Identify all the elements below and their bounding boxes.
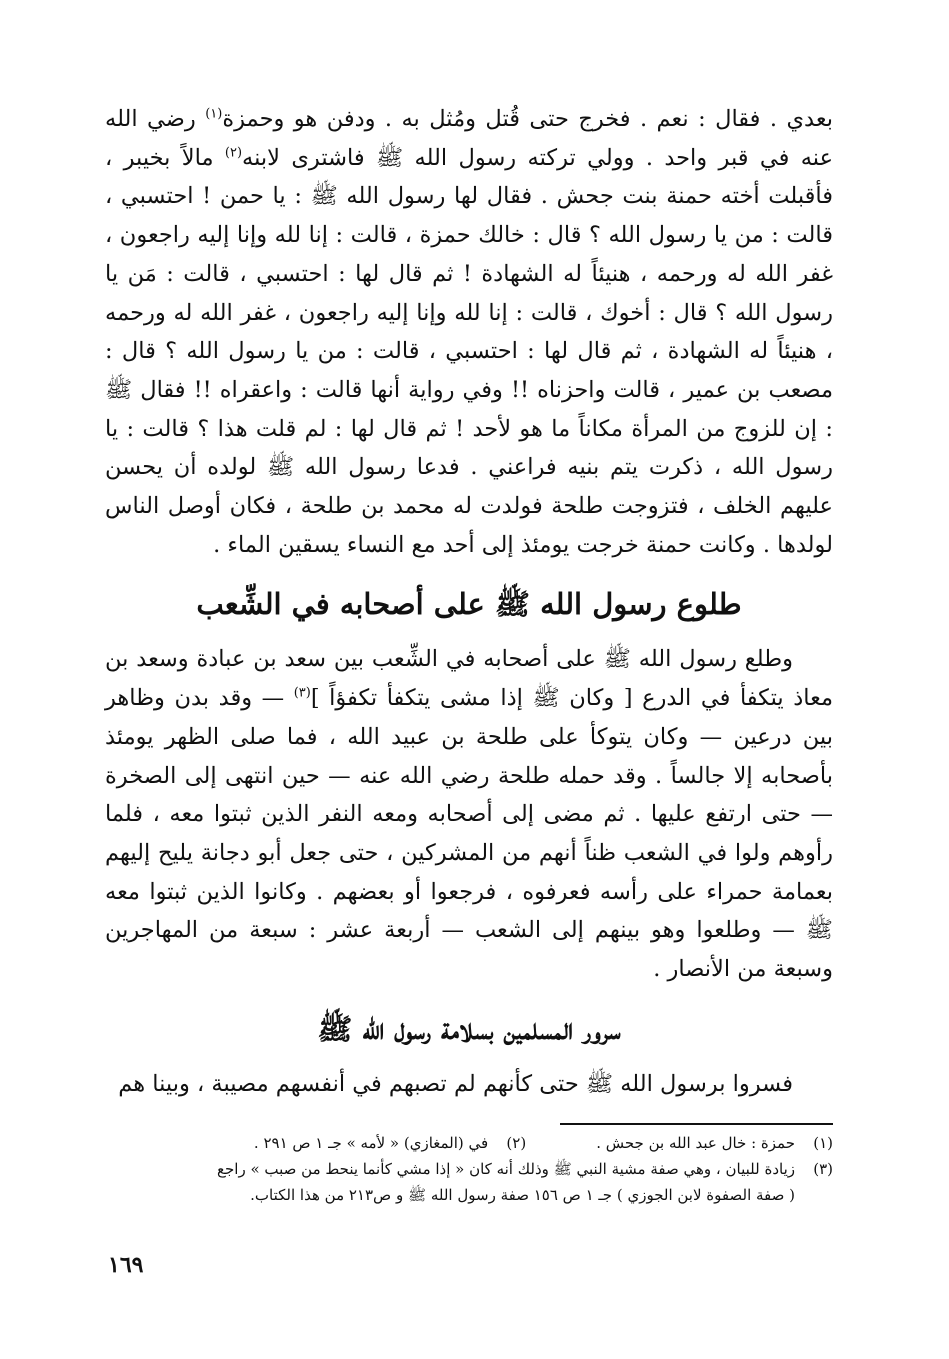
footnote-2-text: في (المغازي) « لأمه » جـ ١ ص ٢٩١ . bbox=[253, 1134, 489, 1152]
footnote-ref-2: (٢) bbox=[224, 145, 243, 161]
footnote-3 bbox=[105, 1156, 833, 1182]
footnote-1-text: حمزة : خال عبد الله بن جحش . bbox=[596, 1134, 795, 1152]
footnote-2 bbox=[254, 1130, 526, 1156]
section-heading-2: سرور المسلمين بسلامة رسول الله ﷺ bbox=[317, 1011, 621, 1046]
footnote-ref-3: (٣) bbox=[293, 685, 311, 701]
footnote-ref-1: (١) bbox=[205, 106, 223, 122]
paragraph-1-part-b: رضي الله عنه في قبر واحد . وولي تركته رسول الله ﷺ فاشترى لابنه bbox=[105, 106, 834, 171]
footnote-3-continuation: ( صفة الصفوة لابن الجوزي ) جـ ١ ص ١٥٦ صفة رسول الله ﷺ و ص٢١٣ من هذا الكتاب. bbox=[250, 1186, 795, 1204]
footnote-row-1-2 bbox=[105, 1130, 833, 1156]
footnotes bbox=[105, 1130, 833, 1208]
footnote-3-text: زيادة للبيان ، وهي صفة مشية النبي ﷺ وذلك أنه كان « إذا مشي كأنما ينحط من صبب » راجع bbox=[217, 1160, 795, 1178]
footnote-2-number: (٢) bbox=[506, 1134, 527, 1152]
paragraph-1-part-a: بعدي . فقال : نعم . فخرج حتى قُتل ومُثل به . ودفن هو وحمزة bbox=[222, 106, 833, 132]
footnote-1 bbox=[596, 1130, 833, 1156]
footnote-1-number: (١) bbox=[813, 1134, 833, 1152]
paragraph-3: فسروا برسول الله ﷺ حتى كأنهم لم تصبهم في أنفسهم مصيبة ، وبينا هم bbox=[118, 1070, 793, 1097]
section-heading-1: طلوع رسول الله ﷺ على أصحابه في الشِّعب bbox=[196, 587, 742, 622]
paragraph-1-part-c: مالاً بخيبر ، فأقبلت أخته حمنة بنت جحش . فقال لها رسول الله ﷺ : يا حمن ! احتسبي ، قالت : من يا رسول الله ؟ قال : خالك حمزة ، قالت : إنا لله وإنا إليه راجعون ، غفر الله له ورحمه ، هنيئاً له الشهادة ! ثم قال لها : احتسبي ، قالت : مَن يا رسول الله ؟ قال : أخوك ، قالت : إنا لله وإنا إليه راجعون ، غفر الله له ورحمه ، هنيئاً له الشهادة ، ثم قال لها : احتسبي ، قالت : من يا رسول الله ؟ قال : مصعب بن عمير ، قالت واحزناه !! وفي رواية أنها قالت : واعقراه !! فقال ﷺ : إن للزوج من المرأة مكاناً ما هو لأحد ! ثم قال لها : لم قلت هذا ؟ قالت : يا رسول الله ، ذكرت يتم بنيه فراعني . فدعا رسول الله ﷺ لولده أن يحسن عليهم الخلف ، فتزوجت طلحة فولدت له محمد بن طلحة ، فكان أوصل الناس لولدها . وكانت حمنة خرجت يومئذ إلى أحد مع النساء يسقين الماء . bbox=[105, 144, 833, 558]
page-number: ١٦٩ bbox=[108, 1252, 144, 1278]
footnote-3-number: (٣) bbox=[813, 1160, 833, 1178]
main-content bbox=[105, 100, 833, 1103]
footnote-divider bbox=[560, 1123, 833, 1125]
paragraph-2 bbox=[105, 640, 833, 988]
paragraph-1 bbox=[105, 100, 833, 564]
paragraph-2-part-a: وطلع رسول الله ﷺ على أصحابه في الشِّعب بين سعد بن عبادة وسعد بن معاذ يتكفأ في الدرع [ وكان ﷺ إذا مشى يتكفأ تكفؤاً ] bbox=[105, 646, 834, 712]
paragraph-2-part-b: — وقد بدن وظاهر بين درعين — وكان يتوكأ على طلحة بن عبيد الله ، فما صلى الظهر يومئذ بأصحابه إلا جالساً . وقد حمله طلحة رضي الله عنه — حين انتهى إلى الصخرة — حتى ارتفع عليها . ثم مضى إلى أصحابه ومعه النفر الذين ثبتوا معه ، فلما رأوهم ولوا في الشعب ظناً أنهم من المشركين ، حتى جعل أبو دجانة يليح إليهم بعمامة حمراء على رأسه فعرفوه ، فرجعوا أو بعضهم . وكانوا الذين ثبتوا معه ﷺ — وطلعوا وهو بينهم إلى الشعب — أربعة عشر : سبعة من المهاجرين وسبعة من الأنصار . bbox=[105, 685, 833, 983]
